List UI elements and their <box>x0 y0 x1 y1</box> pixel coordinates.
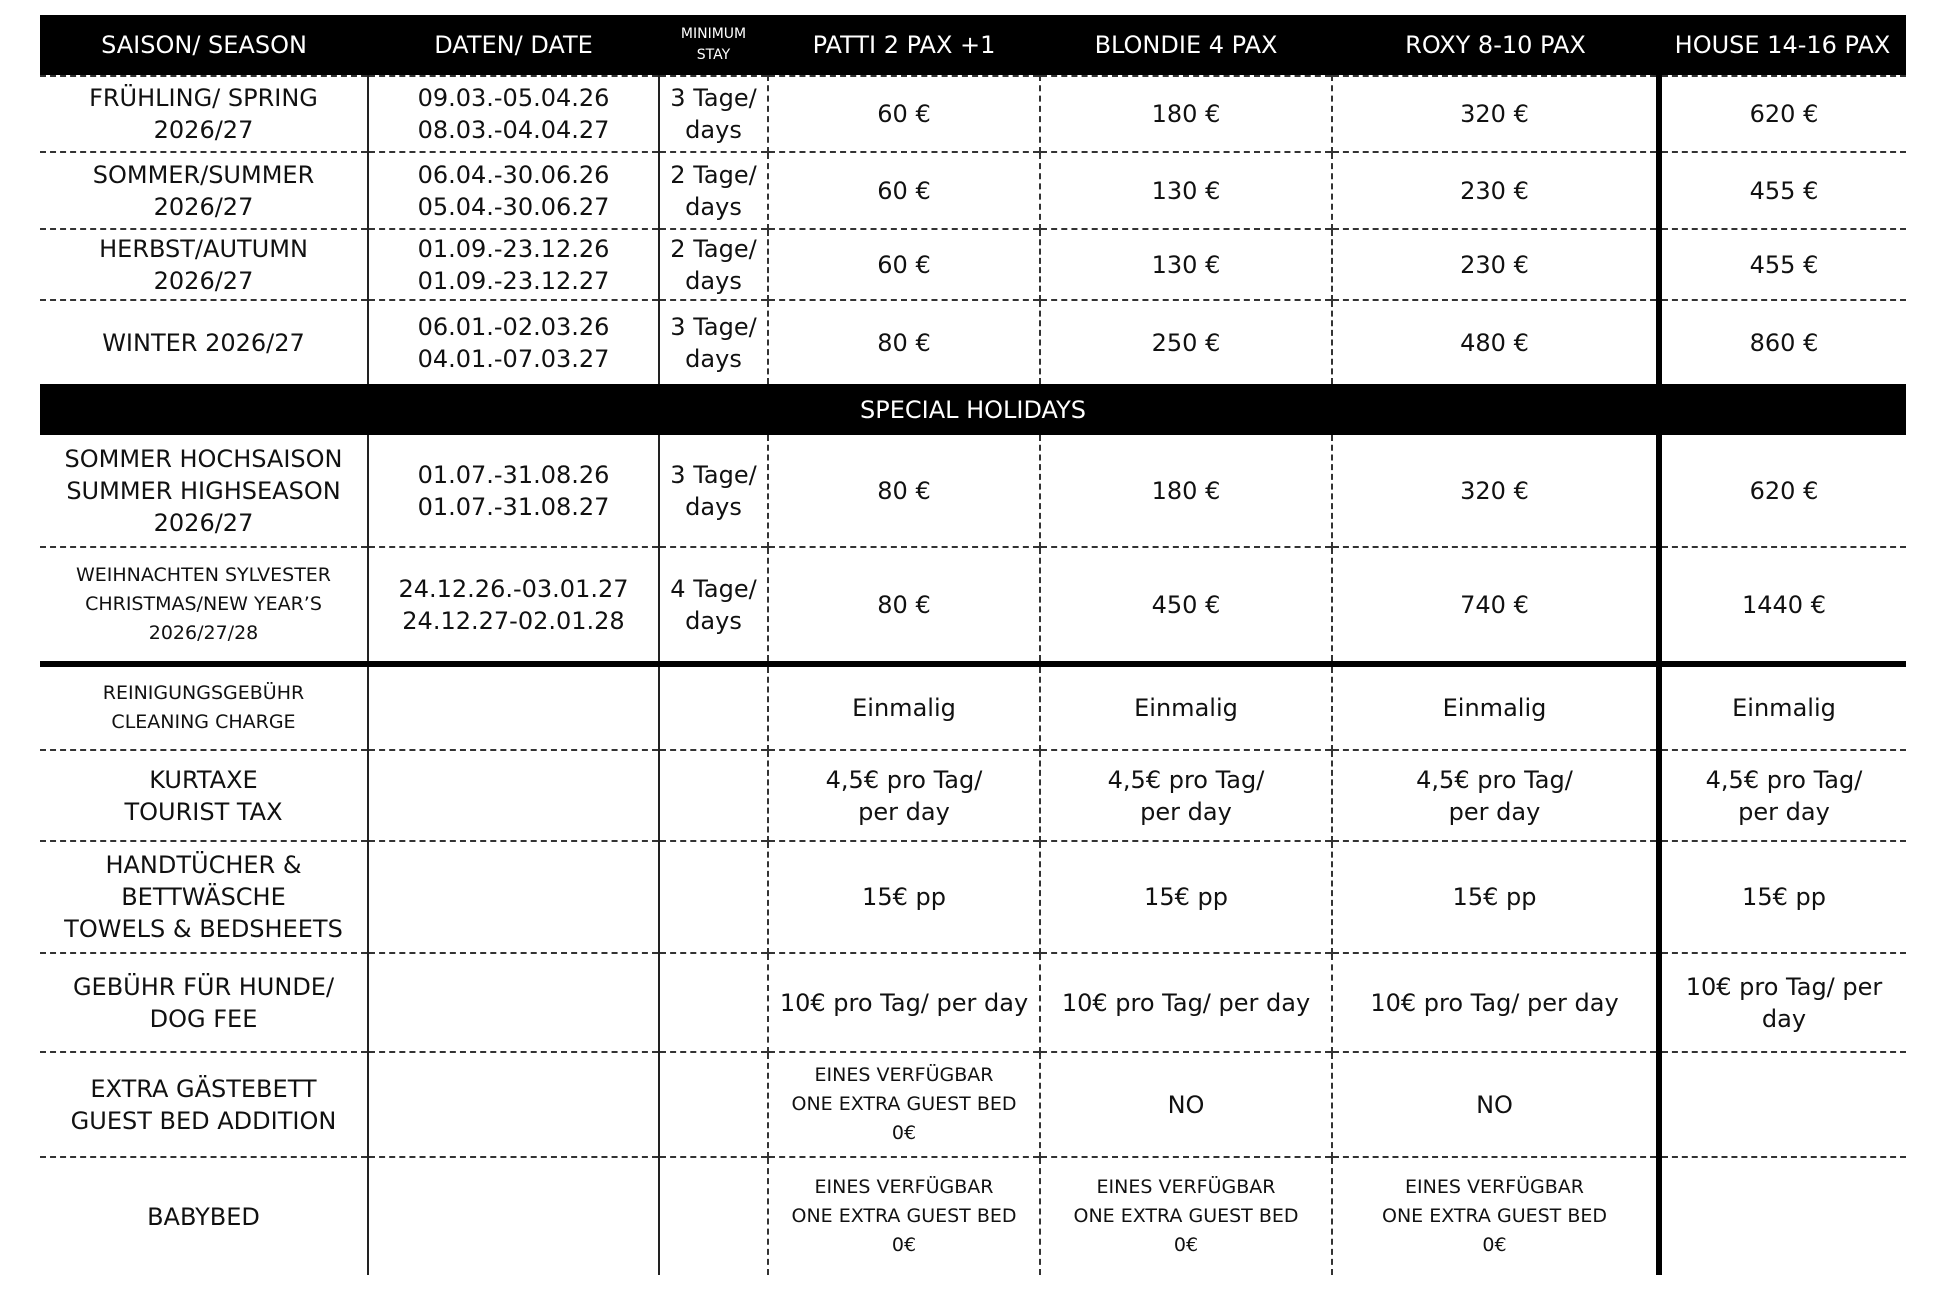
price-blondie: 250 € <box>1040 300 1332 384</box>
season-label: FRÜHLING/ SPRING 2026/27 <box>89 84 318 144</box>
header-row <box>40 15 1906 76</box>
table-row <box>40 664 1906 750</box>
season-dates: 24.12.26.-03.01.27 24.12.27-02.01.28 <box>368 547 659 664</box>
table-row <box>40 152 1906 229</box>
season-dates: 09.03.-05.04.26 08.03.-04.04.27 <box>368 76 659 152</box>
table-row <box>40 76 1906 152</box>
empty-cell <box>1659 1052 1906 1157</box>
fee-blondie: 15€ pp <box>1040 841 1332 953</box>
empty-cell <box>368 750 659 841</box>
fee-roxy: 4,5€ pro Tag/ per day <box>1332 750 1659 841</box>
fee-patti: 10€ pro Tag/ per day <box>768 953 1040 1052</box>
fee-label: KURTAXE TOURIST TAX <box>124 765 283 826</box>
fee-blondie: 4,5€ pro Tag/ per day <box>1040 750 1332 841</box>
fee-blondie: EINES VERFÜGBAR ONE EXTRA GUEST BED 0€ <box>1040 1157 1332 1275</box>
table-row <box>40 953 1906 1052</box>
price-house: 455 € <box>1659 229 1906 300</box>
season-dates: 06.01.-02.03.26 04.01.-07.03.27 <box>368 300 659 384</box>
table-row <box>40 300 1906 384</box>
price-house: 620 € <box>1659 435 1906 547</box>
price-patti: 80 € <box>768 435 1040 547</box>
fee-roxy: EINES VERFÜGBAR ONE EXTRA GUEST BED 0€ <box>1332 1157 1659 1275</box>
season-dates: 01.09.-23.12.26 01.09.-23.12.27 <box>368 229 659 300</box>
price-blondie: 130 € <box>1040 229 1332 300</box>
table-row <box>40 841 1906 953</box>
fee-label: BABYBED <box>147 1202 260 1231</box>
price-blondie: 130 € <box>1040 152 1332 229</box>
price-roxy: 230 € <box>1332 229 1659 300</box>
header-patti: PATTI 2 PAX +1 <box>768 15 1040 76</box>
empty-cell <box>659 750 768 841</box>
fee-patti: 15€ pp <box>768 841 1040 953</box>
min-stay: 2 Tage/ days <box>659 229 768 300</box>
fee-house: 10€ pro Tag/ per day <box>1659 953 1906 1052</box>
season-dates: 01.07.-31.08.26 01.07.-31.08.27 <box>368 435 659 547</box>
season-label: WINTER 2026/27 <box>102 328 305 357</box>
price-patti: 60 € <box>768 229 1040 300</box>
min-stay: 4 Tage/ days <box>659 547 768 664</box>
price-roxy: 320 € <box>1332 435 1659 547</box>
special-holidays-label: SPECIAL HOLIDAYS <box>40 384 1906 435</box>
season-label: HERBST/AUTUMN 2026/27 <box>99 234 308 295</box>
fee-patti: EINES VERFÜGBAR ONE EXTRA GUEST BED 0€ <box>768 1052 1040 1157</box>
price-roxy: 230 € <box>1332 152 1659 229</box>
fee-roxy: NO <box>1332 1052 1659 1157</box>
table-row <box>40 547 1906 664</box>
empty-cell <box>659 1157 768 1275</box>
fee-roxy: Einmalig <box>1332 664 1659 750</box>
table-row <box>40 750 1906 841</box>
price-patti: 80 € <box>768 547 1040 664</box>
price-roxy: 320 € <box>1332 76 1659 152</box>
table-row <box>40 435 1906 547</box>
price-patti: 60 € <box>768 152 1040 229</box>
season-label: SOMMER HOCHSAISON SUMMER HIGHSEASON 2026/27 <box>64 444 343 537</box>
fee-label: GEBÜHR FÜR HUNDE/ DOG FEE <box>72 972 335 1033</box>
price-blondie: 180 € <box>1040 435 1332 547</box>
table-row <box>40 229 1906 300</box>
fee-blondie: Einmalig <box>1040 664 1332 750</box>
fee-house: 4,5€ pro Tag/ per day <box>1659 750 1906 841</box>
price-house: 1440 € <box>1659 547 1906 664</box>
empty-cell <box>368 664 659 750</box>
min-stay: 2 Tage/ days <box>659 152 768 229</box>
price-house: 860 € <box>1659 300 1906 384</box>
price-blondie: 450 € <box>1040 547 1332 664</box>
fee-house: 15€ pp <box>1659 841 1906 953</box>
season-dates: 06.04.-30.06.26 05.04.-30.06.27 <box>368 152 659 229</box>
table-row <box>40 1052 1906 1157</box>
price-roxy: 480 € <box>1332 300 1659 384</box>
empty-cell <box>368 1157 659 1275</box>
fee-label: EXTRA GÄSTEBETT GUEST BED ADDITION <box>70 1074 337 1135</box>
price-table <box>40 15 1906 1275</box>
empty-cell <box>659 664 768 750</box>
table-row <box>40 1157 1906 1275</box>
fee-patti: 4,5€ pro Tag/ per day <box>768 750 1040 841</box>
empty-cell <box>368 841 659 953</box>
min-stay: 3 Tage/ days <box>659 435 768 547</box>
fee-patti: Einmalig <box>768 664 1040 750</box>
header-min-stay: MINIMUM STAY <box>659 15 768 76</box>
fee-patti: EINES VERFÜGBAR ONE EXTRA GUEST BED 0€ <box>768 1157 1040 1275</box>
fee-blondie: NO <box>1040 1052 1332 1157</box>
price-patti: 80 € <box>768 300 1040 384</box>
min-stay: 3 Tage/ days <box>659 300 768 384</box>
header-roxy: ROXY 8-10 PAX <box>1332 15 1659 76</box>
season-label: WEIHNACHTEN SYLVESTER CHRISTMAS/NEW YEAR’S 2026/27/28 <box>75 564 331 644</box>
min-stay: 3 Tage/ days <box>659 76 768 152</box>
price-blondie: 180 € <box>1040 76 1332 152</box>
fee-roxy: 15€ pp <box>1332 841 1659 953</box>
price-roxy: 740 € <box>1332 547 1659 664</box>
fee-label: REINIGUNGSGEBÜHR CLEANING CHARGE <box>102 682 305 733</box>
special-holidays-band <box>40 384 1906 435</box>
header-blondie: BLONDIE 4 PAX <box>1040 15 1332 76</box>
fee-label: HANDTÜCHER & BETTWÄSCHE TOWELS & BEDSHEETS <box>64 851 343 943</box>
empty-cell <box>659 1052 768 1157</box>
empty-cell <box>659 841 768 953</box>
header-house: HOUSE 14-16 PAX <box>1659 15 1906 76</box>
header-date: DATEN/ DATE <box>368 15 659 76</box>
empty-cell <box>1659 1157 1906 1275</box>
price-house: 455 € <box>1659 152 1906 229</box>
price-patti: 60 € <box>768 76 1040 152</box>
price-house: 620 € <box>1659 76 1906 152</box>
fee-roxy: 10€ pro Tag/ per day <box>1332 953 1659 1052</box>
fee-blondie: 10€ pro Tag/ per day <box>1040 953 1332 1052</box>
fee-house: Einmalig <box>1659 664 1906 750</box>
season-label: SOMMER/SUMMER 2026/27 <box>92 160 315 221</box>
empty-cell <box>368 1052 659 1157</box>
header-season: SAISON/ SEASON <box>40 15 368 76</box>
empty-cell <box>368 953 659 1052</box>
empty-cell <box>659 953 768 1052</box>
